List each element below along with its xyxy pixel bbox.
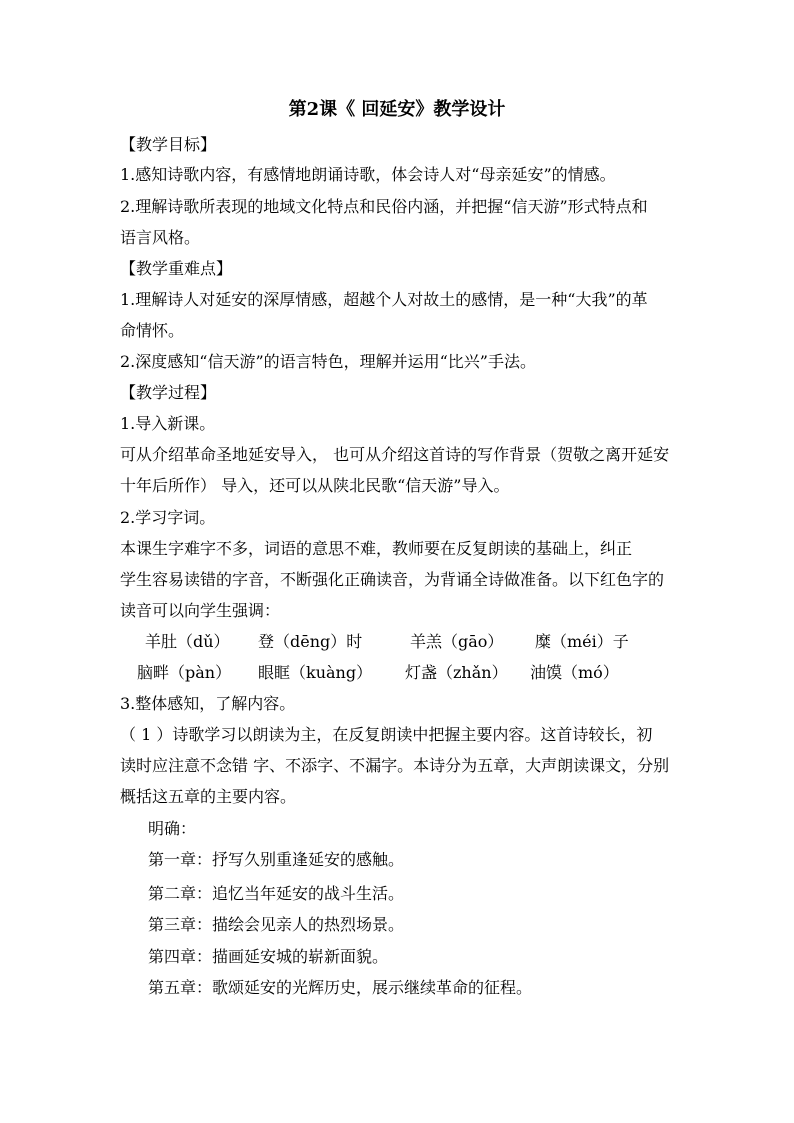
- step-3-text-line-2: 读时应注意不念错 字、不添字、不漏字。本诗分为五章，大声朗读课文，分别: [120, 756, 670, 775]
- step-3-heading: 3.整体感知，了解内容。: [120, 694, 296, 713]
- section-heading-goals: 【教学目标】: [120, 135, 217, 154]
- document-title: 第2课《 回延安》教学设计: [288, 99, 506, 120]
- chapter-summary-5: 第五章：歌颂延安的光辉历史，展示继续革命的征程。: [148, 978, 533, 997]
- clarify-label: 明确：: [148, 819, 197, 838]
- chapter-summary-3: 第三章：描绘会见亲人的热烈场景。: [148, 915, 405, 934]
- pinyin-word: 脑畔（pàn）: [137, 663, 232, 682]
- step-1-heading: 1.导入新课。: [120, 414, 216, 433]
- pinyin-word: 眼眶（kuàng）: [258, 663, 373, 682]
- pinyin-word: 油馍（mó）: [530, 663, 619, 682]
- key-item-2: 2.深度感知“信天游”的语言特色，理解并运用“比兴”手法。: [120, 352, 536, 371]
- key-item-1-line-1: 1.理解诗人对延安的深厚情感，超越个人对故土的感情，是一种“大我”的革: [120, 290, 648, 309]
- chapter-summary-1: 第一章：抒写久别重逢延安的感触。: [148, 850, 405, 869]
- goal-item-2-line-2: 语言风格。: [120, 228, 201, 247]
- pinyin-word: 灯盏（zhǎn）: [405, 663, 508, 682]
- goal-item-2-line-1: 2.理解诗歌所表现的地域文化特点和民俗内涵，并把握“信天游”形式特点和: [120, 197, 648, 216]
- step-3-text-line-3: 概括这五章的主要内容。: [120, 787, 297, 806]
- step-2-heading: 2.学习字词。: [120, 508, 216, 527]
- goal-item-1: 1.感知诗歌内容，有感情地朗诵诗歌，体会诗人对“母亲延安”的情感。: [120, 165, 616, 184]
- pinyin-word: 羊肚（dǔ）: [145, 632, 230, 651]
- key-item-1-line-2: 命情怀。: [120, 321, 185, 340]
- step-1-text-line-2: 十年后所作） 导入，还可以从陕北民歌“信天游”导入。: [120, 476, 510, 495]
- step-2-text-line-3: 读音可以向学生强调：: [120, 601, 281, 620]
- pinyin-word: 糜（méi）子: [535, 632, 629, 651]
- pinyin-word: 登（dēng）时: [258, 632, 363, 651]
- pinyin-word: 羊羔（gāo）: [410, 632, 504, 651]
- step-2-text-line-2: 学生容易读错的字音，不断强化正确读音，为背诵全诗做准备。以下红色字的: [120, 570, 665, 589]
- step-3-text-line-1: （ 1 ）诗歌学习以朗读为主，在反复朗读中把握主要内容。这首诗较长，初: [120, 725, 653, 744]
- section-heading-key-points: 【教学重难点】: [120, 259, 233, 278]
- step-2-text-line-1: 本课生字难字不多，词语的意思不难，教师要在反复朗读的基础上，纠正: [120, 539, 633, 558]
- chapter-summary-2: 第二章：追忆当年延安的战斗生活。: [148, 884, 405, 903]
- step-1-text-line-1: 可从介绍革命圣地延安导入， 也可从介绍这首诗的写作背景（贺敬之离开延安: [120, 445, 670, 464]
- section-heading-process: 【教学过程】: [120, 383, 217, 402]
- chapter-summary-4: 第四章：描画延安城的崭新面貌。: [148, 947, 389, 966]
